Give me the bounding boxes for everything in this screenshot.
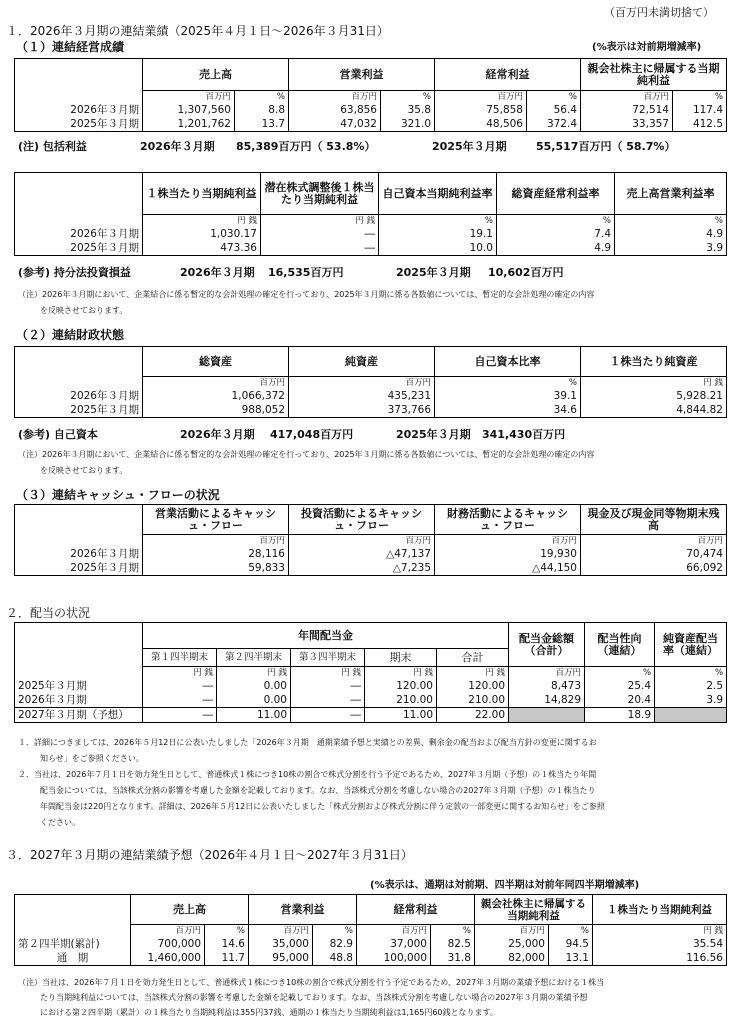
comprehensive-income-value: 85,389百万円（ 53.8%）	[236, 140, 376, 153]
table-row	[15, 561, 727, 575]
blank-header-cell	[15, 59, 143, 91]
cell-value: 56.4	[527, 103, 581, 117]
unit: 円 銭	[143, 215, 261, 228]
note-line: 知らせ」をご参照ください。	[40, 754, 144, 763]
cell-value: ―	[291, 679, 365, 693]
unit: 百万円	[143, 377, 289, 390]
cell-value: 95,000	[249, 951, 313, 965]
header-net-income: 親会社株主に帰属する当期純利益	[475, 895, 593, 925]
cell-value: 120.00	[365, 679, 437, 693]
own-capital-value: 341,430百万円	[482, 428, 566, 441]
header-roa: 総資産経常利益率	[497, 173, 615, 215]
unit: %	[549, 925, 593, 938]
cell-value: 14,829	[509, 693, 585, 707]
row-label: 第２四半期(累計)	[15, 937, 131, 951]
unit: 百万円	[289, 91, 381, 104]
header-equity-ratio: 自己資本比率	[435, 347, 581, 377]
cell-value: ―	[291, 707, 365, 722]
note-line: （注）当社は、2026年７月１日を効力発生日として、普通株式１株につき10株の割合で株式分割を行う予定であるため、2027年３月期の業績予想における１株当	[18, 978, 605, 987]
cell-value: 10.0	[379, 241, 497, 255]
cell-value: 48,506	[435, 117, 527, 131]
row-label: 2026年３月期	[15, 227, 143, 241]
row-label: 2026年３月期	[15, 103, 143, 117]
cell-value: 11.00	[217, 707, 291, 722]
equity-method-value: 16,535百万円	[268, 266, 344, 279]
row-label: 2025年３月期	[15, 403, 143, 417]
section-2-title: ２．配当の状況	[6, 606, 91, 620]
dividends-table	[14, 622, 727, 723]
header-ordinary-income: 経常利益	[435, 59, 581, 91]
cell-value: 120.00	[437, 679, 509, 693]
unit: %	[527, 91, 581, 104]
cell-value: 0.00	[217, 693, 291, 707]
cell-value: 3.9	[655, 693, 727, 707]
unit: %	[205, 925, 249, 938]
unit: 円 銭	[581, 377, 727, 390]
header-ordinary-income: 経常利益	[357, 895, 475, 925]
cell-value: 35.54	[593, 937, 727, 951]
header-roe: 自己資本当期純利益率	[379, 173, 497, 215]
section-1-title: １．2026年３月期の連結業績（2025年４月１日～2026年３月31日）	[6, 24, 389, 38]
equity-method-year: 2025年３月期	[396, 266, 471, 279]
header-diluted-eps: 潜在株式調整後１株当たり当期純利益	[261, 173, 379, 215]
unit: 百万円	[289, 535, 435, 548]
row-label: 2025年３月期	[15, 679, 143, 693]
cell-value: 59,833	[143, 561, 289, 575]
header-year-end: 期末	[365, 649, 437, 667]
header-net-assets: 純資産	[289, 347, 435, 377]
note-line: における第２四半期（累計）の１株当たり当期純利益は355円37銭、通期の１株当たり当期純利益は1,165円60銭となります。	[40, 1008, 498, 1017]
header-operating-margin: 売上高営業利益率	[615, 173, 727, 215]
cell-value: 1,460,000	[131, 951, 205, 965]
note-line: 年間配当金は220円となります。詳細は、2026年５月12日に公表いたしました「株式分割および株式分割に伴う定款の一部変更に関するお知らせ」をご参照	[40, 802, 605, 811]
cell-value: 372.4	[527, 117, 581, 131]
cell-value: 13.7	[235, 117, 289, 131]
table-row	[15, 117, 727, 131]
equity-method-label: (参考) 持分法投資損益	[18, 266, 131, 279]
unit: 円 銭	[217, 667, 291, 680]
section-3-title: ３．2027年３月期の連結業績予想（2026年４月１日～2027年３月31日）	[6, 848, 413, 862]
own-capital-year: 2026年３月期	[180, 428, 255, 441]
cell-value: 82.9	[313, 937, 357, 951]
cell-value: 100,000	[357, 951, 431, 965]
cash-flow-table	[14, 504, 727, 576]
cell-value: 25.4	[585, 679, 655, 693]
unit: 円 銭	[593, 925, 727, 938]
row-label: 2026年３月期	[15, 693, 143, 707]
unit: 円 銭	[437, 667, 509, 680]
operating-results-table	[14, 58, 727, 132]
unit: %	[313, 925, 357, 938]
cell-value: 31.8	[431, 951, 475, 965]
cell-value: 34.6	[435, 403, 581, 417]
cell-value: 988,052	[143, 403, 289, 417]
header-investing-cf: 投資活動によるキャッシュ・フロー	[289, 505, 435, 535]
table-row	[15, 241, 727, 255]
table-row	[15, 693, 727, 707]
cell-value: △7,235	[289, 561, 435, 575]
cell-value: 7.4	[497, 227, 615, 241]
note-line: を反映させております。	[40, 466, 128, 475]
unit: 百万円	[581, 91, 673, 104]
cell-value: 116.56	[593, 951, 727, 965]
note-line: （注）2026年３月期において、企業結合に係る暫定的な会計処理の確定を行っており、2025年３月期に係る各数値については、暫定的な会計処理の確定の内容	[18, 290, 595, 299]
header-q2: 第２四半期末	[217, 649, 291, 667]
header-cash-balance: 現金及び現金同等物期末残高	[581, 505, 727, 535]
cell-value: ―	[143, 707, 217, 722]
header-total-assets: 総資産	[143, 347, 289, 377]
cell-value: 75,858	[435, 103, 527, 117]
cell-value-shaded	[655, 707, 727, 722]
cell-value: 4,844.82	[581, 403, 727, 417]
cell-value-shaded	[509, 707, 585, 722]
header-eps: １株当たり当期純利益	[143, 173, 261, 215]
cell-value: 117.4	[673, 103, 727, 117]
note-line: １．詳細につきましては、2026年５月12日に公表いたしました「2026年３月期 通期業績予想と実績との差異、剰余金の配当および配当方針の変更に関するお	[18, 738, 597, 747]
header-payout-ratio: 配当性向（連結）	[585, 623, 655, 667]
header-total: 合計	[437, 649, 509, 667]
forecast-rate-note: (%表示は、通期は対前期、四半期は対前年同四半期増減率)	[370, 880, 640, 891]
unit: 百万円	[143, 91, 235, 104]
cell-value: ―	[261, 227, 379, 241]
header-operating-income: 営業利益	[249, 895, 357, 925]
unit: %	[585, 667, 655, 680]
header-eps: １株当たり当期純利益	[593, 895, 727, 925]
note-line: ２．当社は、2026年７月１日を効力発生日として、普通株式１株につき10株の割合で株式分割を行う予定であるため、2027年３月期（予想）の１株当たり年間	[18, 770, 597, 779]
equity-method-year: 2026年３月期	[180, 266, 255, 279]
comprehensive-income-label: (注) 包括利益	[18, 140, 87, 153]
header-annual-dividend: 年間配当金	[143, 623, 509, 649]
table-row	[15, 679, 727, 693]
row-label: 2027年３月期（予想）	[15, 707, 143, 722]
row-label: 通 期	[15, 951, 131, 965]
cell-value: 39.1	[435, 389, 581, 403]
note-line: 配当金については、当該株式分割の影響を考慮した金額を記載しております。なお、当該株式分割を考慮しない場合の2027年３月期（予想）の１株当たり	[40, 786, 596, 795]
row-label: 2025年３月期	[15, 241, 143, 255]
cell-value: ―	[291, 693, 365, 707]
cell-value: 35.8	[381, 103, 435, 117]
unit: 円 銭	[365, 667, 437, 680]
rounding-note: （百万円未満切捨て）	[604, 6, 714, 19]
cell-value: 11.00	[365, 707, 437, 722]
cell-value: ―	[143, 693, 217, 707]
cell-value: 473.36	[143, 241, 261, 255]
row-label: 2026年３月期	[15, 547, 143, 561]
cell-value: 4.9	[615, 227, 727, 241]
unit: 円 銭	[291, 667, 365, 680]
unit: %	[379, 215, 497, 228]
row-label: 2026年３月期	[15, 389, 143, 403]
cell-value: 3.9	[615, 241, 727, 255]
cell-value: ―	[261, 241, 379, 255]
cell-value: 321.0	[381, 117, 435, 131]
cell-value: 210.00	[365, 693, 437, 707]
unit: 百万円	[249, 925, 313, 938]
cell-value: 1,066,372	[143, 389, 289, 403]
header-financing-cf: 財務活動によるキャッシュ・フロー	[435, 505, 581, 535]
rate-note: (%表示は対前期増減率)	[592, 42, 702, 53]
cell-value: 47,032	[289, 117, 381, 131]
header-bps: １株当たり純資産	[581, 347, 727, 377]
cell-value: ―	[143, 679, 217, 693]
cell-value: 19.1	[379, 227, 497, 241]
cell-value: 94.5	[549, 937, 593, 951]
unit: %	[381, 91, 435, 104]
cell-value: 373,766	[289, 403, 435, 417]
cell-value: 28,116	[143, 547, 289, 561]
cell-value: 82.5	[431, 937, 475, 951]
own-capital-value: 417,048百万円	[270, 428, 354, 441]
own-capital-year: 2025年３月期	[396, 428, 471, 441]
unit: 百万円	[289, 377, 435, 390]
header-operating-cf: 営業活動によるキャッシュ・フロー	[143, 505, 289, 535]
cell-value: 4.9	[497, 241, 615, 255]
cell-value: 412.5	[673, 117, 727, 131]
unit: %	[655, 667, 727, 680]
cell-value: 48.8	[313, 951, 357, 965]
cell-value: 210.00	[437, 693, 509, 707]
header-sales: 売上高	[143, 59, 289, 91]
unit: %	[235, 91, 289, 104]
unit: 円 銭	[143, 667, 217, 680]
header-q1: 第１四半期末	[143, 649, 217, 667]
unit: %	[615, 215, 727, 228]
comprehensive-income-year: 2025年３月期	[432, 140, 507, 153]
cell-value: 1,201,762	[143, 117, 235, 131]
unit: 百万円	[131, 925, 205, 938]
header-q3: 第３四半期末	[291, 649, 365, 667]
table-row	[15, 389, 727, 403]
note-line: ください。	[40, 818, 80, 827]
cell-value: 18.9	[585, 707, 655, 722]
unit: 百万円	[143, 535, 289, 548]
cell-value: 2.5	[655, 679, 727, 693]
cell-value: 66,092	[581, 561, 727, 575]
cell-value: 82,000	[475, 951, 549, 965]
header-net-income: 親会社株主に帰属する当期純利益	[581, 59, 727, 91]
unit: 百万円	[509, 667, 585, 680]
cell-value: 14.6	[205, 937, 249, 951]
table-row	[15, 937, 727, 951]
cell-value: 8,473	[509, 679, 585, 693]
header-sales: 売上高	[131, 895, 249, 925]
cell-value: 1,030.17	[143, 227, 261, 241]
cell-value: 1,307,560	[143, 103, 235, 117]
row-label: 2025年３月期	[15, 561, 143, 575]
unit: 円 銭	[261, 215, 379, 228]
note-line: たり当期純利益については、当該株式分割の影響を考慮した金額を記載しております。なお、当該株式分割を考慮しない場合の2027年３月期の業績予想	[40, 993, 588, 1002]
cell-value: 33,357	[581, 117, 673, 131]
cell-value: 19,930	[435, 547, 581, 561]
cell-value: 5,928.21	[581, 389, 727, 403]
unit: 百万円	[357, 925, 431, 938]
cell-value: △44,150	[435, 561, 581, 575]
section-1-3-title: （３）連結キャッシュ・フローの状況	[16, 488, 220, 502]
comprehensive-income-year: 2026年３月期	[140, 140, 215, 153]
unit: %	[673, 91, 727, 104]
section-1-2-title: （２）連結財政状態	[16, 328, 125, 342]
table-row	[15, 951, 727, 965]
note-line: （注）2026年３月期において、企業結合に係る暫定的な会計処理の確定を行っており、2025年３月期に係る各数値については、暫定的な会計処理の確定の内容	[18, 450, 595, 459]
header-dividend-on-equity: 純資産配当率（連結）	[655, 623, 727, 667]
table-row	[15, 103, 727, 117]
forecast-table	[14, 894, 727, 966]
table-row	[15, 227, 727, 241]
note-line: を反映させております。	[40, 306, 128, 315]
table-row	[15, 403, 727, 417]
own-capital-label: (参考) 自己資本	[18, 428, 98, 441]
section-1-1-title: （１）連結経営成績	[16, 40, 125, 54]
cell-value: 72,514	[581, 103, 673, 117]
cell-value: 11.7	[205, 951, 249, 965]
cell-value: 35,000	[249, 937, 313, 951]
cell-value: 37,000	[357, 937, 431, 951]
cell-value: △47,137	[289, 547, 435, 561]
unit: %	[497, 215, 615, 228]
unit: 百万円	[475, 925, 549, 938]
cell-value: 22.00	[437, 707, 509, 722]
table-row	[15, 547, 727, 561]
header-total-dividend: 配当金総額（合計）	[509, 623, 585, 667]
cell-value: 435,231	[289, 389, 435, 403]
cell-value: 63,856	[289, 103, 381, 117]
cell-value: 700,000	[131, 937, 205, 951]
unit: 百万円	[581, 535, 727, 548]
equity-method-value: 10,602百万円	[488, 266, 564, 279]
cell-value: 25,000	[475, 937, 549, 951]
header-operating-income: 営業利益	[289, 59, 435, 91]
unit: %	[431, 925, 475, 938]
unit: 百万円	[435, 91, 527, 104]
comprehensive-income-value: 55,517百万円（ 58.7%）	[536, 140, 676, 153]
table-row	[15, 707, 727, 722]
row-label: 2025年３月期	[15, 117, 143, 131]
financial-position-table	[14, 346, 727, 418]
cell-value: 70,474	[581, 547, 727, 561]
cell-value: 0.00	[217, 679, 291, 693]
per-share-ratios-table	[14, 172, 727, 256]
cell-value: 8.8	[235, 103, 289, 117]
cell-value: 20.4	[585, 693, 655, 707]
unit: 百万円	[435, 535, 581, 548]
cell-value: 13.1	[549, 951, 593, 965]
unit: %	[435, 377, 581, 390]
